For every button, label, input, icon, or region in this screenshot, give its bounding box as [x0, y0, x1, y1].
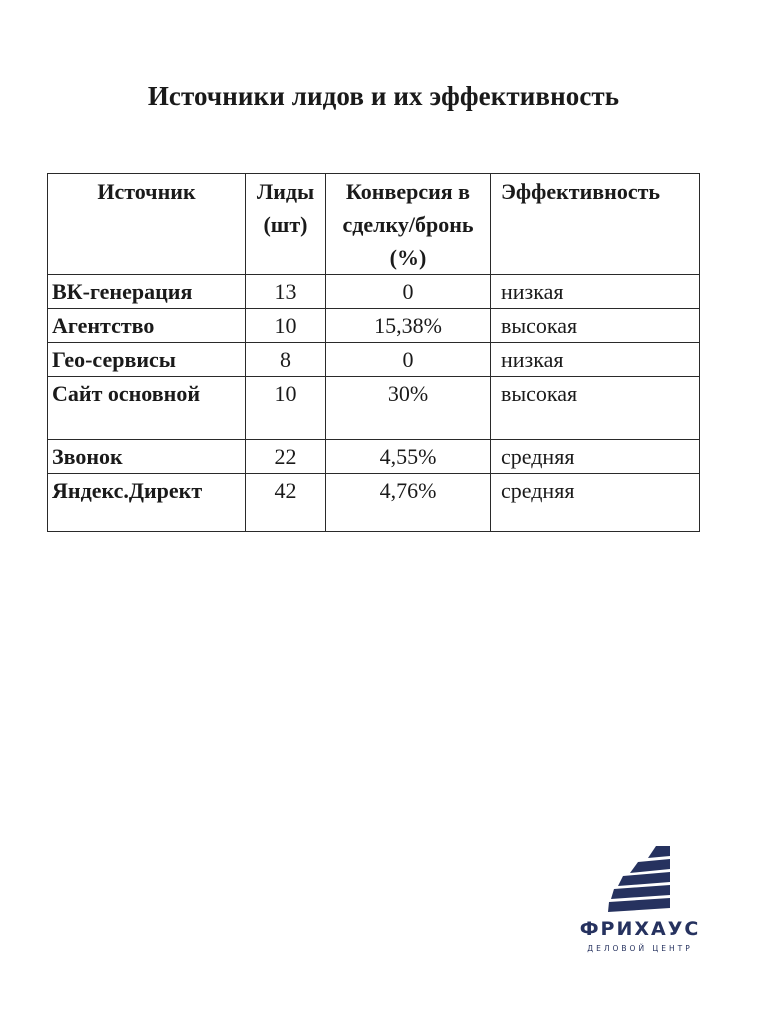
cell-source: ВК-генерация: [48, 275, 246, 309]
cell-conversion: 0: [326, 343, 491, 377]
page-title: Источники лидов и их эффективность: [147, 81, 620, 111]
table-header-row: [48, 174, 700, 275]
table-row: [48, 440, 700, 474]
cell-leads: 8: [246, 343, 326, 377]
cell-leads: 10: [246, 377, 326, 440]
cell-efficiency: средняя: [491, 440, 700, 474]
logo-subtitle: ДЕЛОВОЙ ЦЕНТР: [587, 944, 693, 953]
cell-efficiency: низкая: [491, 343, 700, 377]
leads-sources-table: [47, 173, 700, 532]
cell-leads: 10: [246, 309, 326, 343]
cell-leads: 42: [246, 474, 326, 532]
cell-efficiency: средняя: [491, 474, 700, 532]
company-logo: [560, 846, 720, 966]
cell-conversion: 15,38%: [326, 309, 491, 343]
cell-efficiency: высокая: [491, 309, 700, 343]
table-row: [48, 343, 700, 377]
cell-leads: 13: [246, 275, 326, 309]
building-logo-icon: [608, 846, 670, 914]
cell-source: Агентство: [48, 309, 246, 343]
logo-name: ФРИХАУС: [579, 918, 701, 940]
cell-efficiency: высокая: [491, 377, 700, 440]
table-row: [48, 275, 700, 309]
cell-source: Звонок: [48, 440, 246, 474]
header-source: Источник: [48, 174, 246, 275]
cell-source: Гео-сервисы: [48, 343, 246, 377]
cell-source: Сайт основной: [48, 377, 246, 440]
cell-conversion: 4,76%: [326, 474, 491, 532]
cell-source: Яндекс.Директ: [48, 474, 246, 532]
cell-conversion: 30%: [326, 377, 491, 440]
header-efficiency: Эффективность: [491, 174, 700, 275]
cell-leads: 22: [246, 440, 326, 474]
table-row: [48, 309, 700, 343]
table-row: [48, 377, 700, 440]
cell-conversion: 4,55%: [326, 440, 491, 474]
cell-efficiency: низкая: [491, 275, 700, 309]
header-conversion: Конверсия в сделку/бронь (%): [326, 174, 491, 275]
header-leads: Лиды (шт): [246, 174, 326, 275]
table-row: [48, 474, 700, 532]
cell-conversion: 0: [326, 275, 491, 309]
